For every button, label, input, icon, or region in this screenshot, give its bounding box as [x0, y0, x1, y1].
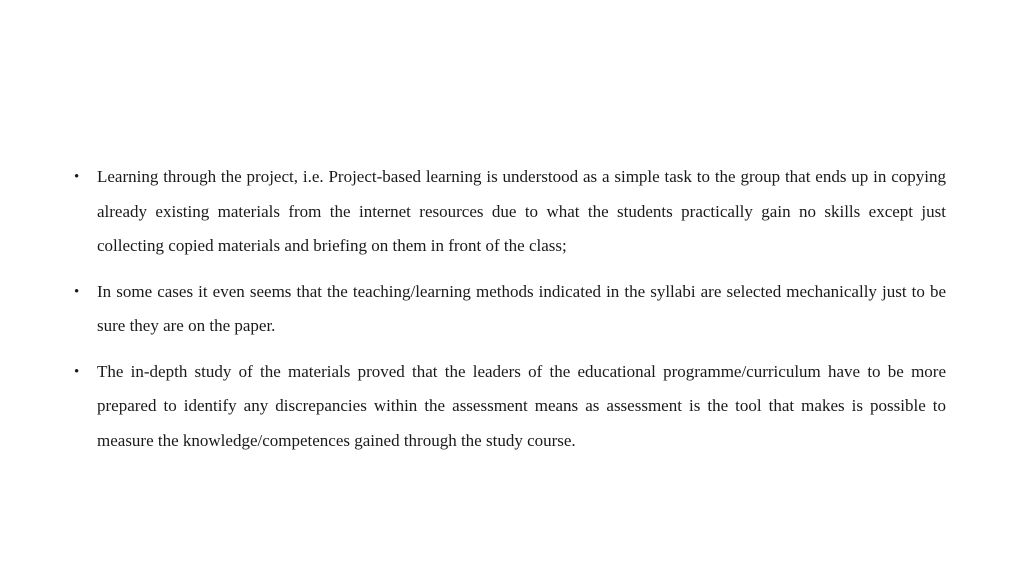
bullet-item-project-based-learning — [72, 160, 946, 264]
bullet-item-assessment — [72, 355, 946, 459]
bullet-item-teaching-methods — [72, 275, 946, 344]
bullet-marker: • — [74, 363, 80, 380]
bullet-text: In some cases it even seems that the teaching/learning methods indicated in the syllabi are selected mechanically just to be sure they are on the paper. — [97, 281, 946, 335]
bullet-marker: • — [74, 283, 80, 300]
bullet-text: The in-depth study of the materials proved that the leaders of the educational programme/curriculum have to be more prepared to identify any discrepancies within the assessment means as assessment is the tool that makes is possible to measure the knowledge/competences gained through the study course. — [97, 361, 946, 450]
bullet-text: Learning through the project, i.e. Project-based learning is understood as a simple task to the group that ends up in copying already existing materials from the internet resources due to what the students practically gain no skills except just collecting copied materials and briefing on them in front of the class; — [97, 167, 946, 255]
bullet-marker: • — [74, 169, 80, 185]
bullet-list — [72, 160, 946, 469]
